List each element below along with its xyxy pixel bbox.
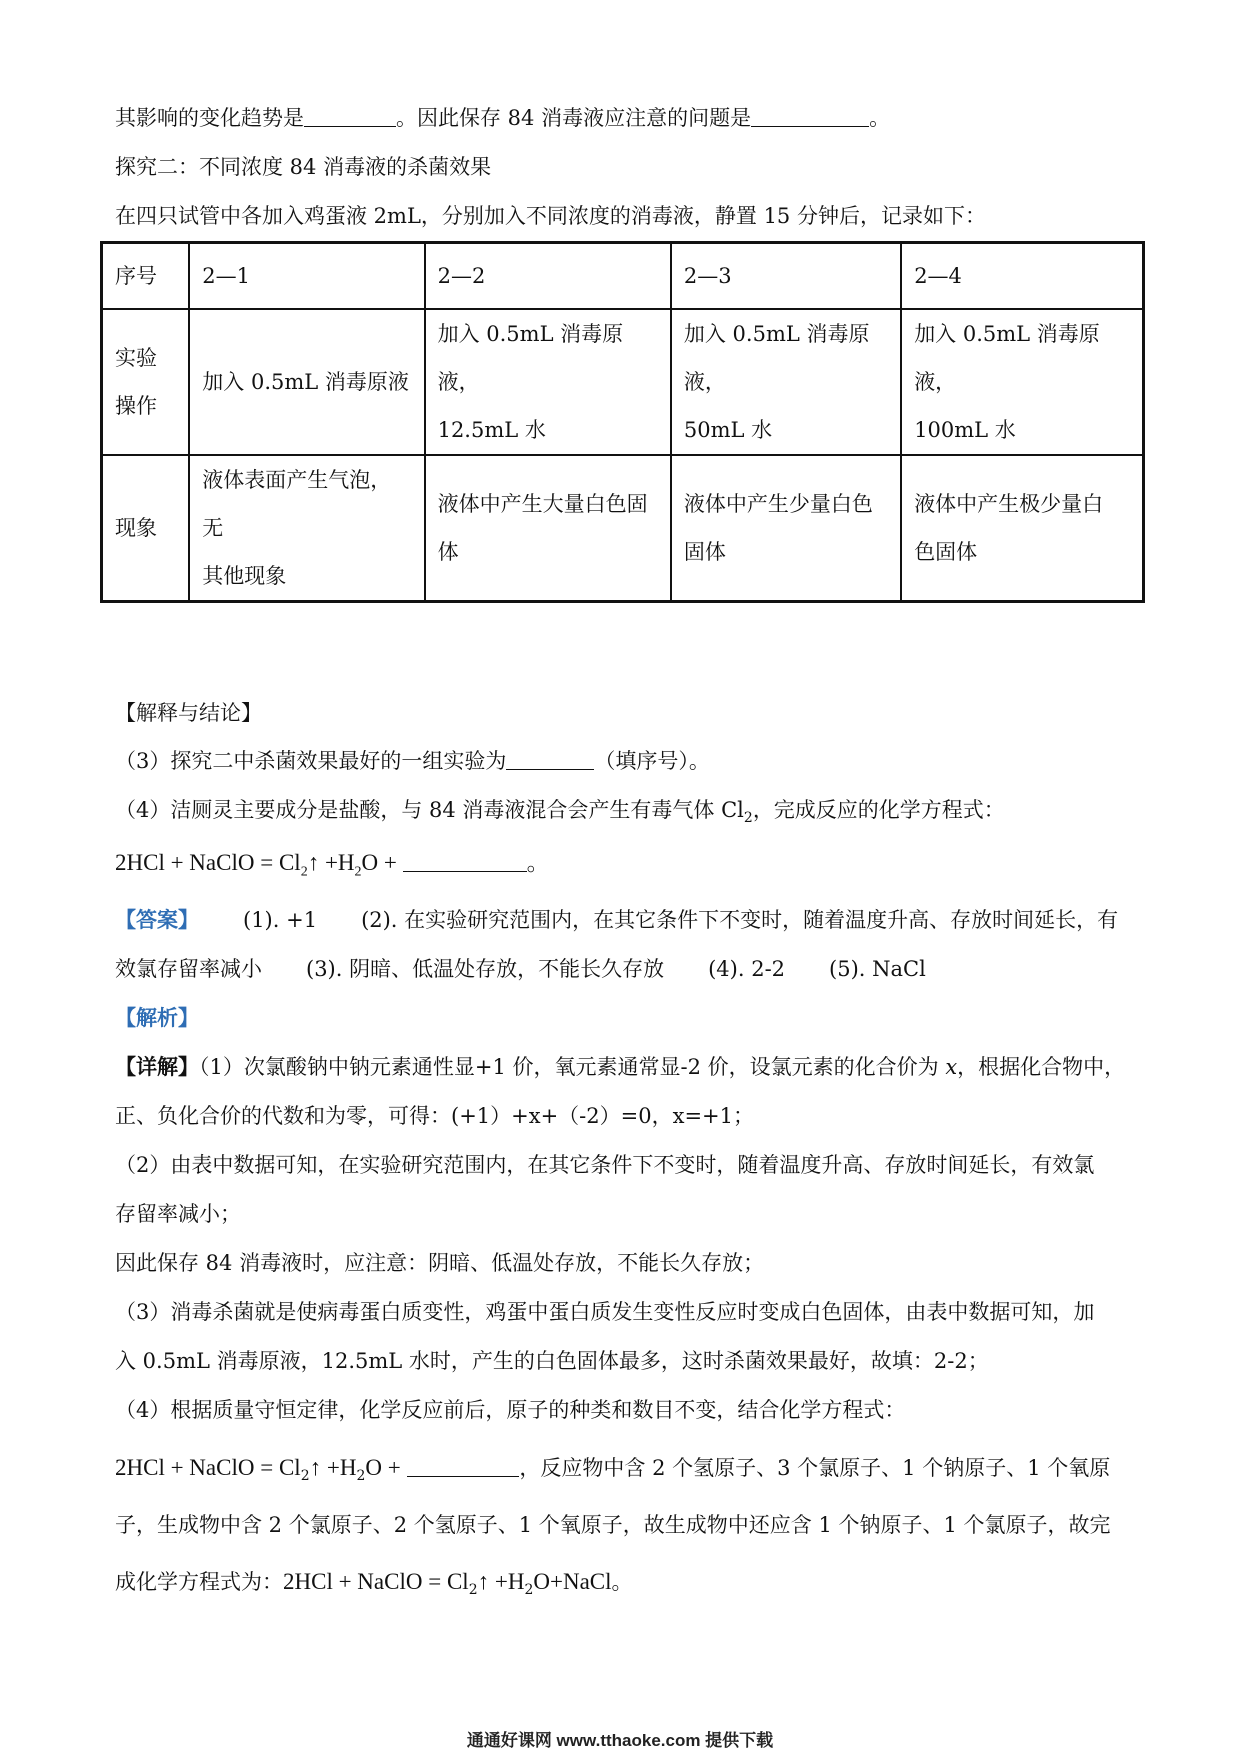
equation-text: 。 <box>526 850 550 875</box>
subscript: 2 <box>354 864 362 880</box>
answer-blank <box>751 104 869 127</box>
equation-text: O + <box>365 1455 401 1480</box>
table-cell <box>671 455 901 602</box>
table-cell <box>901 309 1143 455</box>
text-segment: ，根据化合物中， <box>957 1055 1126 1079</box>
answer-blank <box>506 747 594 770</box>
answer-item: (1). +1 <box>243 908 318 932</box>
answer-item: (3). 阴暗、低温处存放，不能长久存放 <box>306 957 665 981</box>
experiment-table <box>100 241 1145 603</box>
text-segment: 。 <box>869 106 891 130</box>
equation-text: ↑ +H <box>477 1569 525 1594</box>
text-segment: （3）探究二中杀菌效果最好的一组实验为 <box>115 749 507 773</box>
text-segment: ，完成反应的化学方程式： <box>752 798 1005 822</box>
cell-text: 液体表面产生气泡，无 <box>202 468 392 540</box>
analysis-paragraph-1 <box>115 1052 1130 1082</box>
analysis-label: 【解析】 <box>115 1005 199 1030</box>
text-segment: （填序号）。 <box>594 749 710 773</box>
cell-text: 液体中产生极少量白 <box>914 492 1104 516</box>
cell-text: 100mL 水 <box>914 418 1016 442</box>
table-cell <box>189 309 424 455</box>
analysis-tag <box>115 1003 1130 1033</box>
table-cell <box>901 455 1143 602</box>
analysis-paragraph-3: （3）消毒杀菌就是使病毒蛋白质变性，鸡蛋中蛋白质发生变性反应时变成白色固体，由表中数据可知，加 <box>115 1300 1095 1324</box>
header-text: 实验 <box>115 346 157 370</box>
cell-text: 液体中产生大量白色固 <box>437 492 648 516</box>
analysis-paragraph-2: （2）由表中数据可知，在实验研究范围内，在其它条件下不变时，随着温度升高、存放时间延长，有效氯 <box>115 1153 1095 1177</box>
question-3 <box>115 746 1130 776</box>
subscript: 2 <box>524 1582 534 1599</box>
conclusion-title: 【解释与结论】 <box>115 701 262 725</box>
text-segment: 。因此保存 84 消毒液应注意的问题是 <box>396 106 752 130</box>
equation-text: O + <box>361 850 397 875</box>
text-segment: （1）次氯酸钠中钠元素通性显+1 价，氧元素通常显-2 价，设氯元素的化合价为 <box>199 1055 939 1079</box>
detail-tag: 【详解】 <box>115 1054 199 1079</box>
cell-text: 加入 0.5mL 消毒原液， <box>683 322 870 394</box>
cell-text: 体 <box>437 540 459 564</box>
equation-text: O+NaCl <box>533 1569 612 1594</box>
header-text: 操作 <box>115 394 157 418</box>
analysis-paragraph-1-cont: 正、负化合价的代数和为零，可得：(+1）+x+（-2）=0，x=+1； <box>115 1104 754 1128</box>
row-header-serial: 序号 <box>102 243 190 310</box>
variable: x <box>945 1055 958 1079</box>
equation-text: ↑ +H <box>307 850 355 875</box>
table-cell <box>425 309 671 455</box>
subscript: 2 <box>356 1468 366 1485</box>
text-segment: 其影响的变化趋势是 <box>115 106 304 130</box>
subscript: 2 <box>300 864 308 880</box>
cell-text: 液体中产生少量白色 <box>683 492 873 516</box>
table-cell: 2—3 <box>671 243 901 310</box>
equation-text: ↑ +H <box>309 1455 357 1480</box>
answer-item: 效氯存留率减小 <box>115 957 262 981</box>
analysis-paragraph-2-note: 因此保存 84 消毒液时，应注意：阴暗、低温处存放，不能长久存放； <box>115 1251 765 1275</box>
answer-item: (4). 2-2 <box>708 957 786 981</box>
table-cell: 2—4 <box>901 243 1143 310</box>
cell-text: 加入 0.5mL 消毒原液， <box>437 322 624 394</box>
subscript: 2 <box>300 1468 310 1485</box>
table-row <box>102 243 1144 310</box>
analysis-paragraph-4-cont: 子，生成物中含 2 个氯原子、2 个氢原子、1 个氧原子，故生成物中还应含 1 个钠原子、1 个氯原子，故完 <box>115 1513 1111 1537</box>
subscript: 2 <box>468 1582 478 1599</box>
text-segment: 成化学方程式为： <box>115 1570 283 1594</box>
row-header-phenomenon: 现象 <box>102 455 190 602</box>
explore2-description: 在四只试管中各加入鸡蛋液 2mL，分别加入不同浓度的消毒液，静置 15 分钟后，记录如下： <box>115 204 986 228</box>
cell-text: 加入 0.5mL 消毒原液， <box>914 322 1100 394</box>
intro-line-1 <box>115 103 1130 133</box>
answer-blank <box>304 104 396 127</box>
table-cell <box>671 309 901 455</box>
answer-tag: 【答案】 <box>115 907 199 932</box>
page-footer: 通通好课网 www.tthaoke.com 提供下载 <box>466 1731 774 1750</box>
table-cell <box>425 455 671 602</box>
table-row <box>102 455 1144 602</box>
cell-text: 色固体 <box>914 540 978 564</box>
answer-blank <box>403 849 527 872</box>
table-cell: 2—1 <box>189 243 424 310</box>
text-segment: ，反应物中含 2 个氢原子、3 个氯原子、1 个钠原子、1 个氧原 <box>519 1456 1111 1480</box>
equation-question <box>115 848 1130 888</box>
answer-item: (5). NaCl <box>829 957 926 981</box>
analysis-paragraph-4: （4）根据质量守恒定律，化学反应前后，原子的种类和数目不变，结合化学方程式： <box>115 1398 906 1422</box>
answer-line-1 <box>115 905 1130 935</box>
equation-text: 2HCl + NaClO = Cl <box>283 1569 469 1594</box>
analysis-final-equation <box>115 1567 1130 1605</box>
equation-text: 2HCl + NaClO = Cl <box>115 850 301 875</box>
table-cell: 2—2 <box>425 243 671 310</box>
row-header-operation <box>102 309 190 455</box>
question-4 <box>115 795 1130 833</box>
equation-text: 2HCl + NaClO = Cl <box>115 1455 301 1480</box>
text-segment: （4）洁厕灵主要成分是盐酸，与 84 消毒液混合会产生有毒气体 Cl <box>115 798 744 822</box>
cell-text: 固体 <box>683 540 726 564</box>
subscript: 2 <box>743 810 753 827</box>
table-cell <box>189 455 424 602</box>
cell-text: 其他现象 <box>202 564 287 588</box>
analysis-equation-line <box>115 1453 1130 1491</box>
answer-blank <box>407 1454 519 1477</box>
answer-line-2 <box>115 954 1130 984</box>
table-row <box>102 309 1144 455</box>
cell-text: 12.5mL 水 <box>437 418 546 442</box>
text-segment: 。 <box>611 1570 633 1594</box>
explore2-title: 探究二：不同浓度 84 消毒液的杀菌效果 <box>115 155 492 179</box>
cell-text: 加入 0.5mL 消毒原液 <box>202 370 409 394</box>
analysis-paragraph-2-cont: 存留率减小； <box>115 1202 241 1226</box>
analysis-paragraph-3-cont: 入 0.5mL 消毒原液，12.5mL 水时，产生的白色固体最多，这时杀菌效果最好，故填：2-2； <box>115 1349 989 1373</box>
answer-item: (2). 在实验研究范围内，在其它条件下不变时，随着温度升高、存放时间延长，有 <box>361 908 1119 932</box>
cell-text: 50mL 水 <box>683 418 773 442</box>
